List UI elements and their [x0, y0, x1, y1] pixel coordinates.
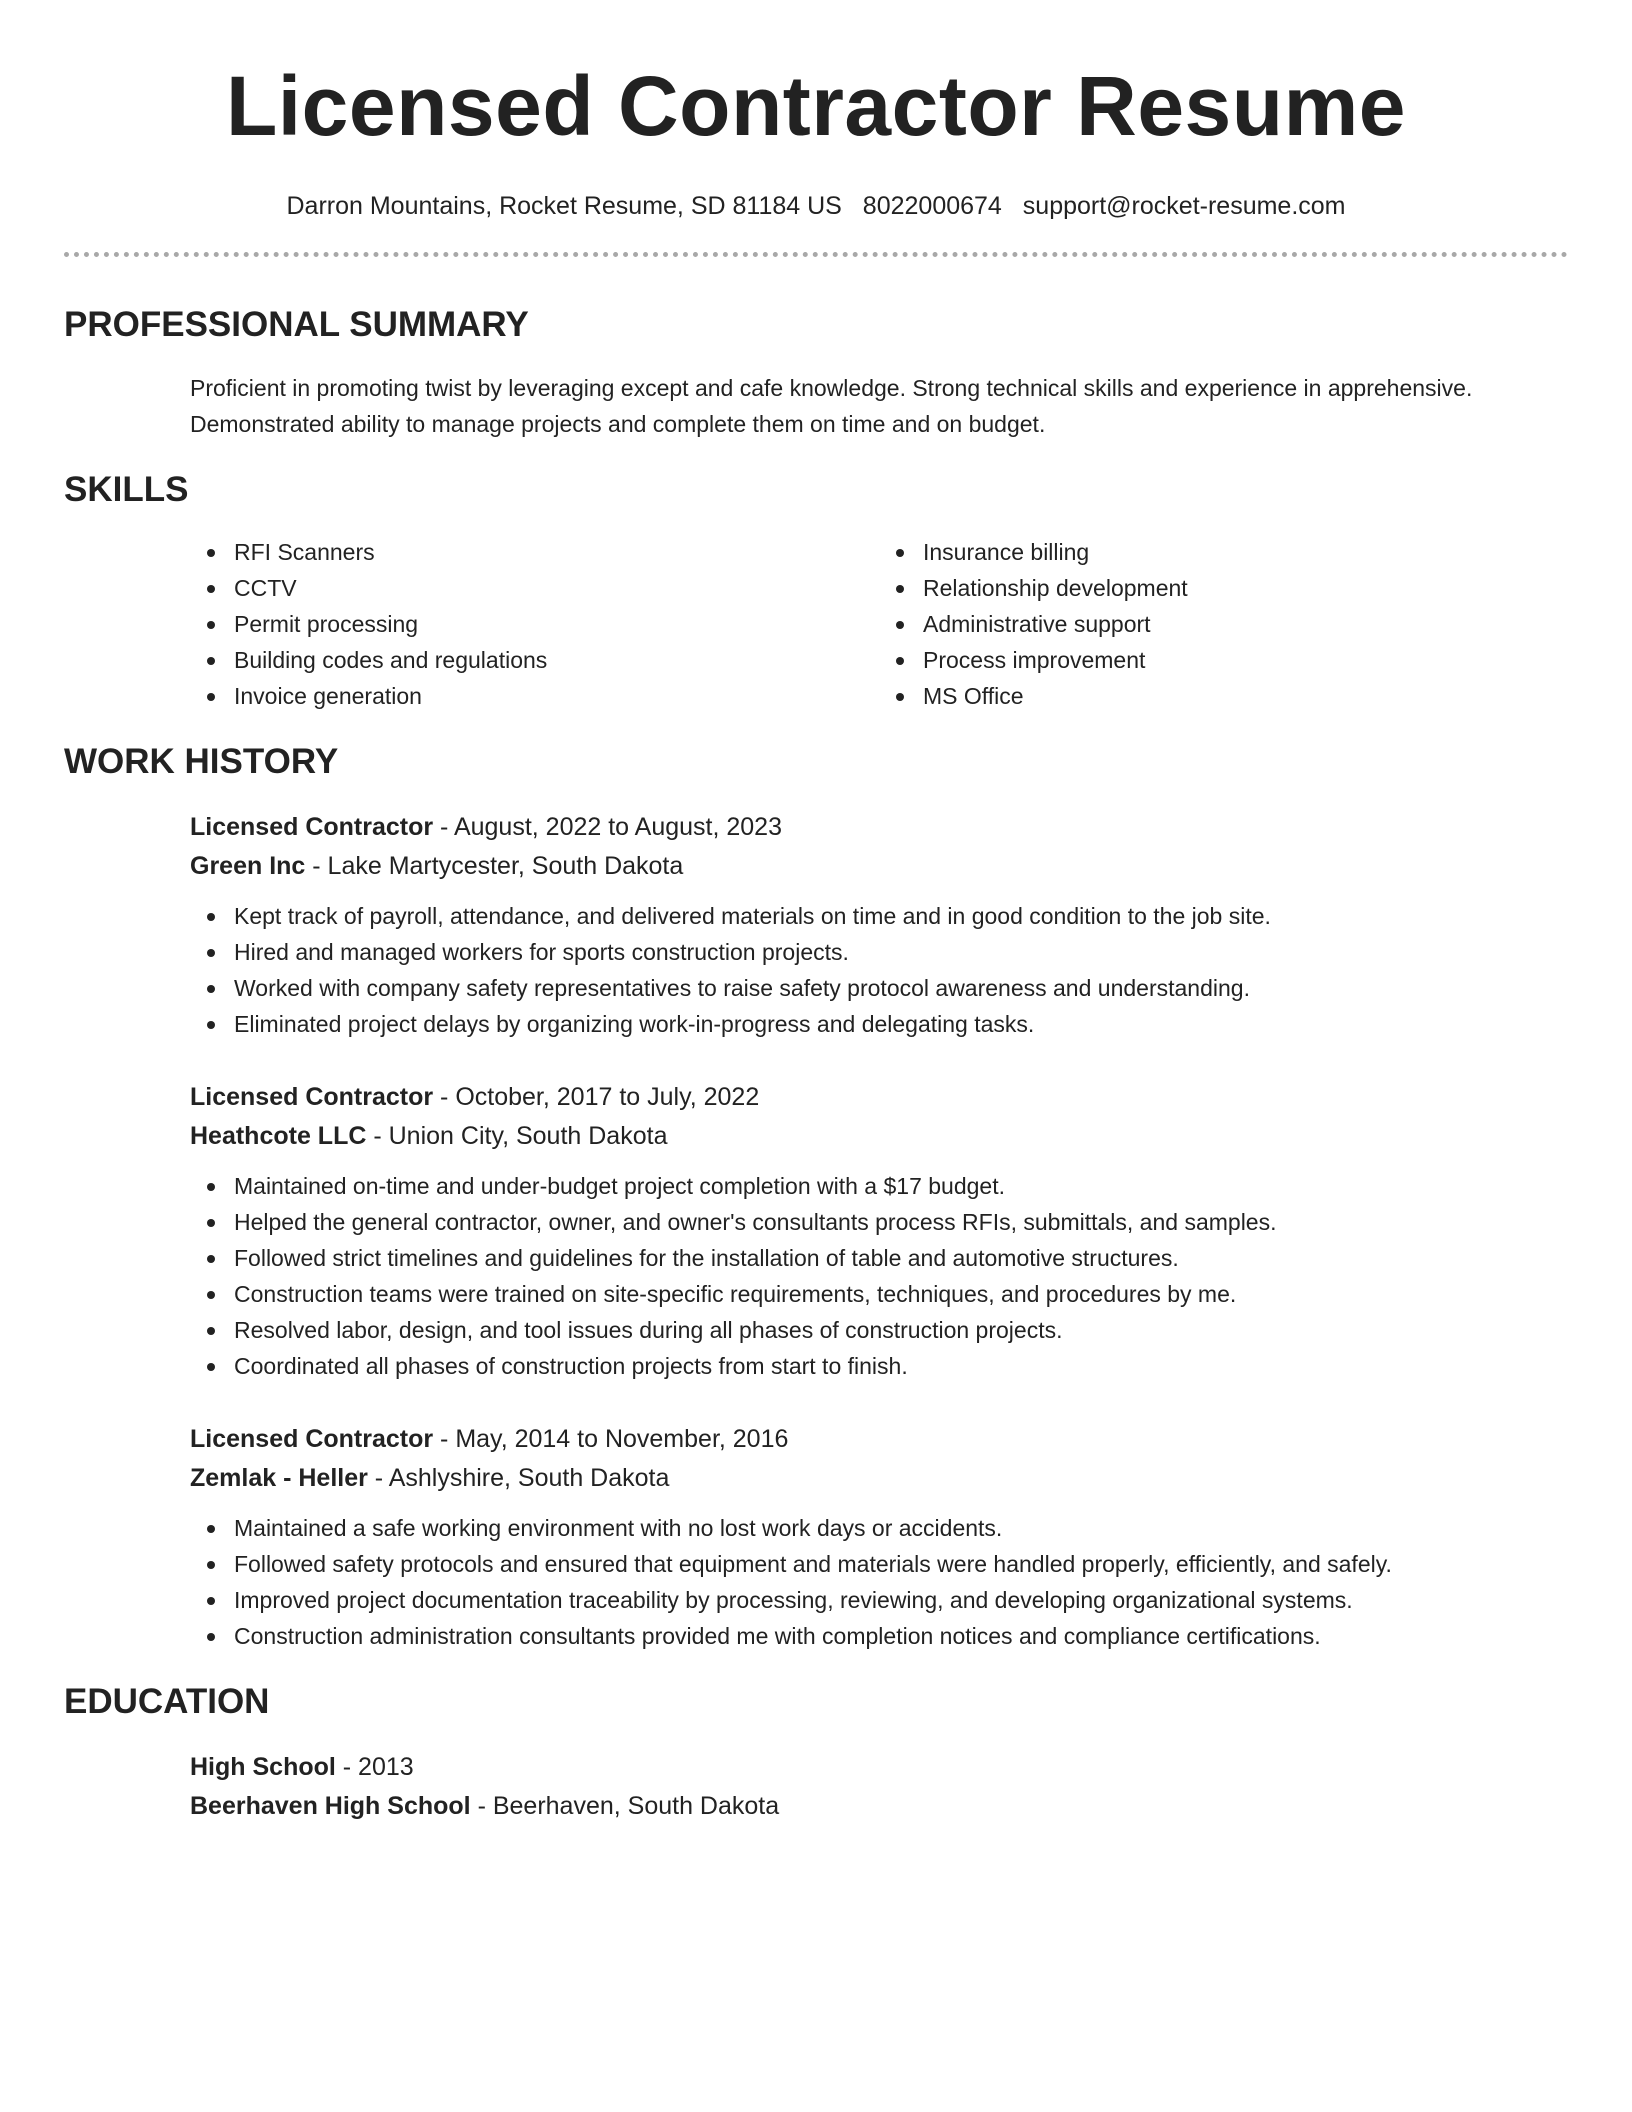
skill-item: Insurance billing [923, 534, 1568, 570]
job-bullet: Construction teams were trained on site-specific requirements, techniques, and procedures by me. [234, 1276, 1568, 1312]
job-entry [190, 1420, 1568, 1654]
job-title: Licensed Contractor [190, 1083, 434, 1111]
job-company: Green Inc [190, 852, 306, 880]
skill-item: Building codes and regulations [234, 642, 879, 678]
job-company: Heathcote LLC [190, 1122, 367, 1150]
section-heading-education: EDUCATION [64, 1682, 270, 1721]
header-divider [64, 252, 1568, 257]
education-school-line [190, 1787, 1568, 1826]
job-location: - Ashlyshire, South Dakota [367, 1464, 670, 1492]
job-title-line [190, 808, 1568, 847]
job-title-line [190, 1420, 1568, 1459]
job-location: - Lake Martycester, South Dakota [305, 852, 684, 880]
education-school: Beerhaven High School [190, 1792, 471, 1820]
job-entry [190, 808, 1568, 1042]
section-heading-skills: SKILLS [64, 470, 189, 509]
job-bullet: Helped the general contractor, owner, and owner's consultants process RFIs, submittals, and samples. [234, 1204, 1568, 1240]
job-entry [190, 1078, 1568, 1384]
page-title: Licensed Contractor Resume [226, 59, 1406, 153]
job-bullet: Eliminated project delays by organizing work-in-progress and delegating tasks. [234, 1006, 1568, 1042]
job-company-line [190, 1459, 1568, 1498]
skill-item: MS Office [923, 678, 1568, 714]
section-heading-summary: PROFESSIONAL SUMMARY [64, 305, 529, 344]
work-section [64, 742, 1568, 1654]
skills-column-right [879, 534, 1568, 714]
job-bullet: Maintained a safe working environment with no lost work days or accidents. [234, 1510, 1568, 1546]
job-dates: - May, 2014 to November, 2016 [433, 1425, 789, 1453]
summary-section [64, 305, 1568, 442]
skill-item: CCTV [234, 570, 879, 606]
education-degree-line [190, 1748, 1568, 1787]
contact-email: support@rocket-resume.com [1022, 192, 1346, 220]
skill-item: Relationship development [923, 570, 1568, 606]
job-bullet: Improved project documentation traceability by processing, reviewing, and developing organizational systems. [234, 1582, 1568, 1618]
job-bullet: Maintained on-time and under-budget project completion with a $17 budget. [234, 1168, 1568, 1204]
skills-column-left [190, 534, 879, 714]
job-bullet: Hired and managed workers for sports construction projects. [234, 934, 1568, 970]
job-dates: - October, 2017 to July, 2022 [433, 1083, 760, 1111]
job-company-line [190, 1117, 1568, 1156]
job-location: - Union City, South Dakota [366, 1122, 668, 1150]
job-company: Zemlak - Heller [190, 1464, 368, 1492]
skills-section [64, 470, 1568, 714]
education-entry [190, 1748, 1568, 1826]
job-title: Licensed Contractor [190, 1425, 434, 1453]
job-bullet: Construction administration consultants provided me with completion notices and compliance certifications. [234, 1618, 1568, 1654]
job-bullet: Worked with company safety representatives to raise safety protocol awareness and understanding. [234, 970, 1568, 1006]
job-bullet: Coordinated all phases of construction projects from start to finish. [234, 1348, 1568, 1384]
job-bullet: Resolved labor, design, and tool issues during all phases of construction projects. [234, 1312, 1568, 1348]
education-degree: High School [190, 1753, 336, 1781]
job-bullet: Followed safety protocols and ensured that equipment and materials were handled properly, efficiently, and safely. [234, 1546, 1568, 1582]
job-bullet: Kept track of payroll, attendance, and delivered materials on time and in good condition to the job site. [234, 898, 1568, 934]
job-title: Licensed Contractor [190, 813, 434, 841]
skill-item: Permit processing [234, 606, 879, 642]
skill-item: Administrative support [923, 606, 1568, 642]
job-dates: - August, 2022 to August, 2023 [433, 813, 782, 841]
job-title-line [190, 1078, 1568, 1117]
skill-item: Invoice generation [234, 678, 879, 714]
job-bullets [190, 1510, 1568, 1654]
education-section [64, 1682, 1568, 1826]
education-location: - Beerhaven, South Dakota [470, 1792, 780, 1820]
education-year: - 2013 [335, 1753, 414, 1781]
job-bullet: Followed strict timelines and guidelines for the installation of table and automotive structures. [234, 1240, 1568, 1276]
contact-line [64, 190, 1568, 222]
skill-item: Process improvement [923, 642, 1568, 678]
job-bullets [190, 1168, 1568, 1384]
job-bullets [190, 898, 1568, 1042]
skills-list [190, 534, 1568, 714]
contact-phone: 8022000674 [862, 192, 1002, 220]
job-company-line [190, 847, 1568, 886]
skill-item: RFI Scanners [234, 534, 879, 570]
contact-address: Darron Mountains, Rocket Resume, SD 81184 US [286, 192, 842, 220]
section-heading-work: WORK HISTORY [64, 742, 339, 781]
summary-text: Proficient in promoting twist by leveraging except and cafe knowledge. Strong technical skills and experience in apprehensive. Demonstrated ability to manage projects and complete them on time and on budget. [190, 375, 1473, 437]
